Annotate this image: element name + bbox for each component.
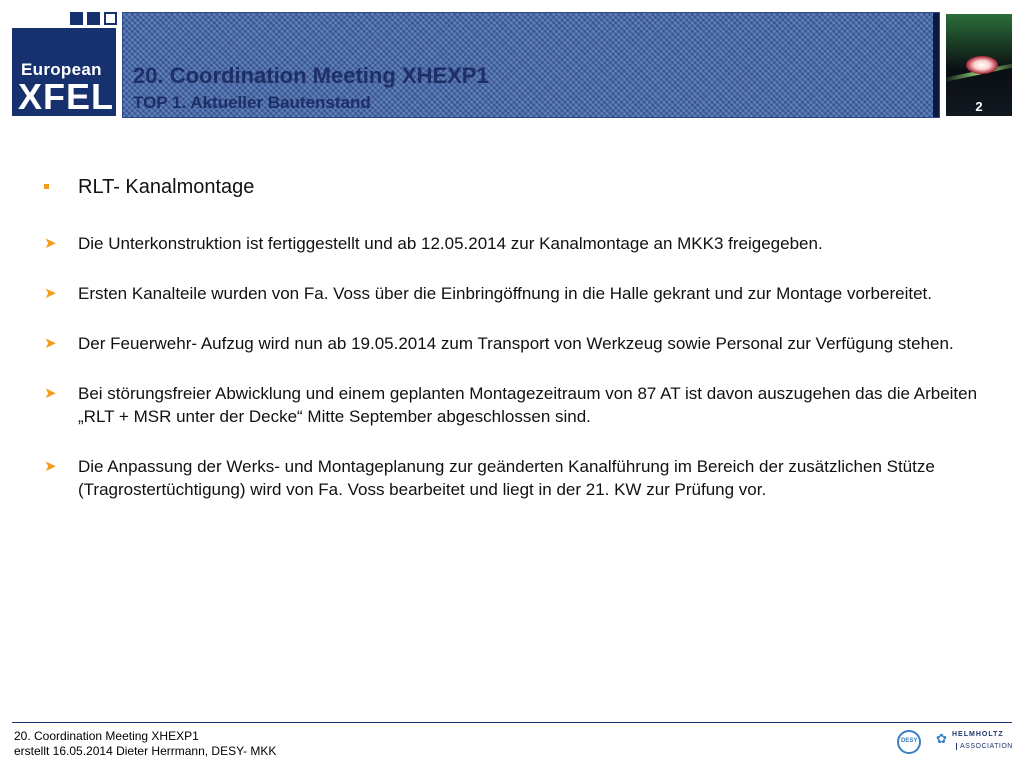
helmholtz-association: ASSOCIATION	[956, 743, 1013, 750]
slide-title: 20. Coordination Meeting XHEXP1	[133, 63, 489, 88]
arrow-bullet-icon: ➤	[44, 285, 57, 302]
banner-edge	[933, 13, 939, 117]
logo-square	[70, 12, 83, 25]
list-item-text: Bei störungsfreier Abwicklung und einem geplanten Montagezeitraum von 87 AT ist davon auszugehen das die Arbeiten „RLT + MSR unter der Decke“ Mitte September abgeschlossen sind.	[78, 384, 978, 426]
footer-text	[14, 729, 276, 759]
logo-square	[87, 12, 100, 25]
section-title: RLT- Kanalmontage	[78, 176, 255, 198]
logo-text-european: European	[21, 60, 102, 79]
list-item	[44, 455, 994, 501]
european-xfel-logo	[12, 28, 116, 116]
square-bullet-icon	[44, 184, 49, 189]
photo-light-glow	[966, 56, 998, 74]
list-item-text: Die Unterkonstruktion ist fertiggestellt und ab 12.05.2014 zur Kanalmontage an MKK3 freigegeben.	[78, 234, 823, 253]
helmholtz-swoosh-icon: ✿	[936, 731, 947, 746]
list-item	[44, 282, 994, 305]
list-item-text: Ersten Kanalteile wurden von Fa. Voss über die Einbringöffnung in die Halle gekrant und zur Montage vorbereitet.	[78, 284, 932, 303]
logo-square	[104, 12, 117, 25]
footer-author: erstellt 16.05.2014 Dieter Herrmann, DESY- MKK	[14, 744, 277, 758]
list-item	[44, 232, 994, 255]
desy-logo-text: DESY	[901, 738, 918, 744]
logo-text-xfel: XFEL	[18, 76, 115, 117]
slide-content	[44, 176, 994, 528]
list-item	[44, 382, 994, 428]
footer-divider	[12, 722, 1012, 723]
arrow-bullet-icon: ➤	[44, 385, 57, 402]
helmholtz-name: HELMHOLTZ	[952, 731, 1004, 738]
title-banner	[122, 12, 940, 118]
arrow-bullet-icon: ➤	[44, 335, 57, 352]
desy-logo	[897, 730, 921, 754]
list-item	[44, 332, 994, 355]
list-item-text: Der Feuerwehr- Aufzug wird nun ab 19.05.2014 zum Transport von Werkzeug sowie Personal zur Verfügung stehen.	[78, 334, 954, 353]
list-item-text: Die Anpassung der Werks- und Montageplanung zur geänderten Kanalführung im Bereich der zusätzlichen Stütze (Tragrostertüchtigung) wird von Fa. Voss bearbeitet und liegt in der 21. KW zur Prüfung vor.	[78, 457, 935, 499]
slide-subtitle: TOP 1. Aktueller Bautenstand	[133, 93, 371, 112]
helmholtz-logo	[936, 729, 1012, 757]
arrow-bullet-icon: ➤	[44, 235, 57, 252]
page-number: 2	[975, 99, 983, 114]
arrow-bullet-icon: ➤	[44, 458, 57, 475]
footer-meeting-name: 20. Coordination Meeting XHEXP1	[14, 729, 199, 743]
section-heading	[44, 176, 994, 204]
